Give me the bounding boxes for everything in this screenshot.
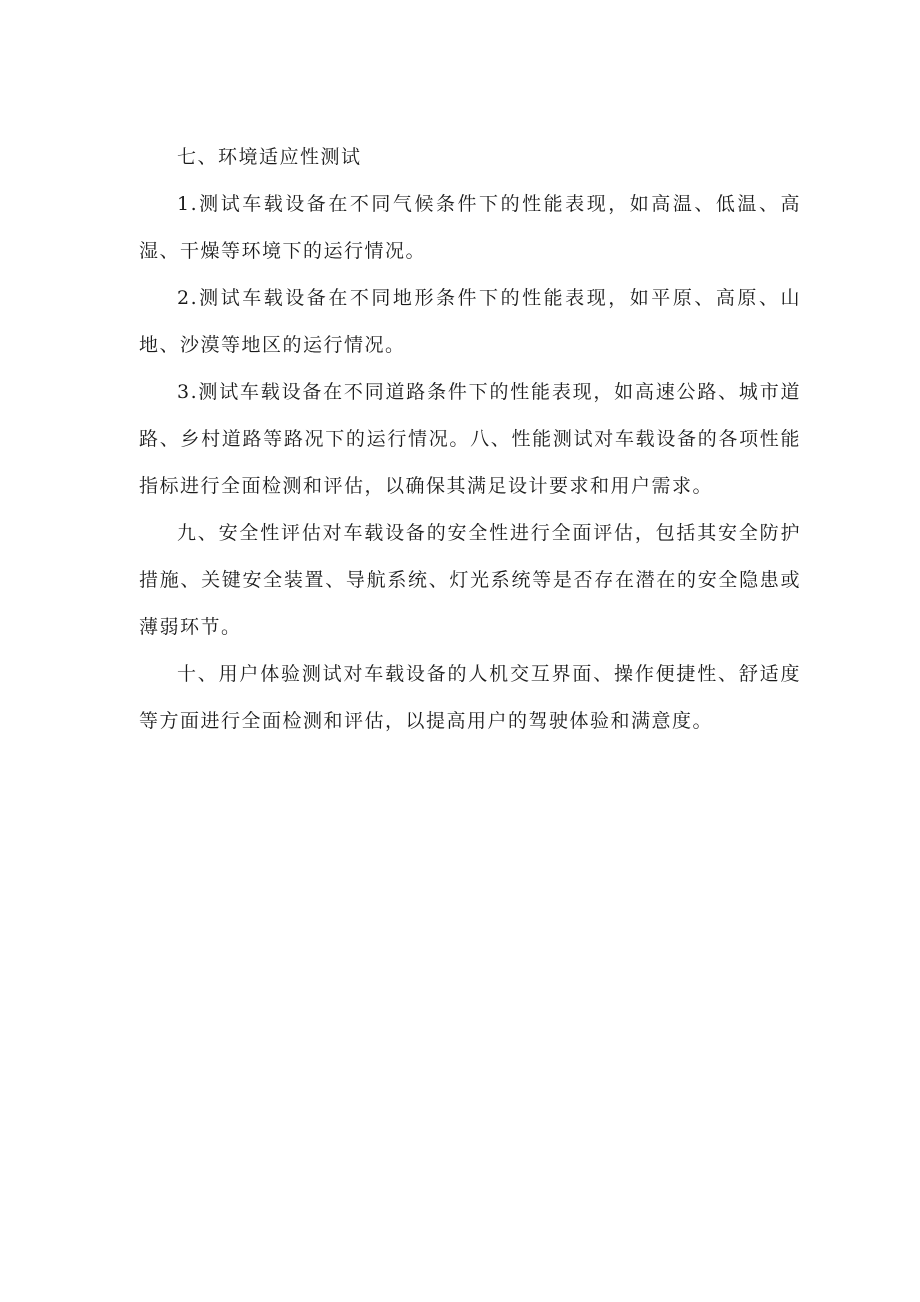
paragraph-user-experience: 十、用户体验测试对车载设备的人机交互界面、操作便捷性、舒适度等方面进行全面检测和评估，以提高用户的驾驶体验和满意度。: [139, 663, 801, 732]
section-heading-environment: 七、环境适应性测试: [177, 146, 362, 168]
paragraph-climate: 1.测试车载设备在不同气候条件下的性能表现，如高温、低温、高湿、干燥等环境下的运行情况。: [139, 193, 801, 262]
paragraph-terrain: 2.测试车载设备在不同地形条件下的性能表现，如平原、高原、山地、沙漠等地区的运行情况。: [139, 287, 801, 356]
paragraph-road: 3.测试车载设备在不同道路条件下的性能表现，如高速公路、城市道路、乡村道路等路况下的运行情况。八、性能测试对车载设备的各项性能指标进行全面检测和评估，以确保其满足设计要求和用户需求。: [139, 381, 801, 497]
paragraph-safety: 九、安全性评估对车载设备的安全性进行全面评估，包括其安全防护措施、关键安全装置、导航系统、灯光系统等是否存在潜在的安全隐患或薄弱环节。: [139, 522, 801, 638]
document-body: [139, 134, 801, 745]
